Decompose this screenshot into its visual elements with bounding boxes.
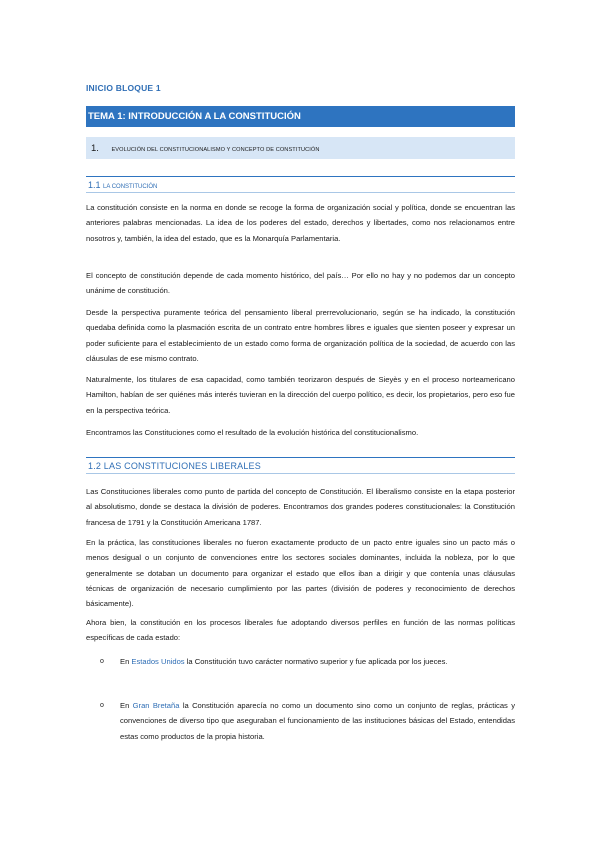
subsection-number: 1.1 (88, 180, 101, 190)
country-name: Estados Unidos (131, 657, 185, 666)
list-item (100, 698, 515, 744)
country-name: Gran Bretaña (132, 701, 180, 710)
paragraph: El concepto de constitución depende de cada momento histórico, del país… Por ello no hay y no podemos dar un concepto unánime de constitución. (86, 271, 515, 296)
paragraph: Desde la perspectiva puramente teórica del pensamiento liberal prerrevolucionario, según se ha indicado, la constitución quedaba definida como la plasmación escrita de un contrato entre hombres libres e iguales que sienten poseer y expresar un poder suficiente para el establecimiento de un estado como forma de organización política de la sociedad, de acuerdo con las cláusulas de ese mismo contrato. (86, 308, 515, 363)
bullet-marker: o (100, 658, 104, 665)
bullet-marker: o (100, 702, 104, 709)
paragraph: La constitución consiste en la norma en donde se recoge la forma de organización social y política, donde se encuentran las anteriores palabras mencionadas. La idea de los poderes del estado, derechos y libertades, como nos relacionamos entre nosotros y, también, la idea del estado, que es la Monarquía Parlamentaria. (86, 203, 515, 243)
section-heading (86, 137, 515, 159)
subsection-heading-1 (86, 176, 515, 193)
section-number: 1. (91, 143, 99, 154)
section-title: EVOLUCIÓN DEL CONSTITUCIONALISMO Y CONCEPTO DE CONSTITUCIÓN (111, 147, 320, 153)
paragraph: Las Constituciones liberales como punto de partida del concepto de Constitución. El liberalismo consiste en la etapa posterior al absolutismo, donde se destaca la división de poderes. Encontramos dos grandes poderes constitucionales: la Constitución francesa de 1791 y la Constitución Americana 1787. (86, 487, 515, 527)
list-item-text (120, 654, 515, 669)
list-item (100, 654, 515, 669)
paragraph: En la práctica, las constituciones liberales no fueron exactamente producto de un pacto entre iguales sino un pacto más o menos desigual o un conjunto de convenciones entre los sectores sociales dominantes, incluida la nobleza, por lo que generalmente se dotaban un documento para organizar el estado que ellos iban a dirigir y que contenía unas cláusulas técnicas de organización de necesario cumplimiento por las partes (división de poderes y reconocimiento de derechos básicamente). (86, 538, 515, 609)
list-item-text (120, 698, 515, 744)
paragraph: Naturalmente, los titulares de esa capacidad, como también teorizaron después de Sieyès y en el proceso norteamericano Hamilton, habían de ser quiénes más interés tuvieran en la dirección del cuerpo político, es decir, los propietarios, pero eso fue en la perspectiva teórica. (86, 375, 515, 415)
list-item-prefix: En (120, 701, 133, 710)
paragraph: Encontramos las Constituciones como el resultado de la evolución histórica del constitucionalismo. (86, 428, 419, 437)
subsection-heading-2: 1.2 LAS CONSTITUCIONES LIBERALES (86, 457, 515, 474)
subsection-title: LA CONSTITUCIÓN (103, 184, 158, 190)
paragraph: Ahora bien, la constitución en los procesos liberales fue adoptando diversos perfiles en función de las normas políticas específicas de cada estado: (86, 618, 515, 643)
list-item-rest: la Constitución tuvo carácter normativo superior y fue aplicada por los jueces. (184, 657, 448, 666)
block-label: INICIO BLOQUE 1 (86, 83, 161, 93)
list-item-prefix: En (120, 657, 132, 666)
list-item-rest: la Constitución aparecía no como un documento sino como un conjunto de reglas, prácticas y convenciones de diverso tipo que aseguraban el funcionamiento de las instituciones básicas del Estado, entendidas estas como productos de la propia historia. (120, 701, 515, 741)
tema-title-bar: TEMA 1: INTRODUCCIÓN A LA CONSTITUCIÓN (86, 106, 515, 127)
